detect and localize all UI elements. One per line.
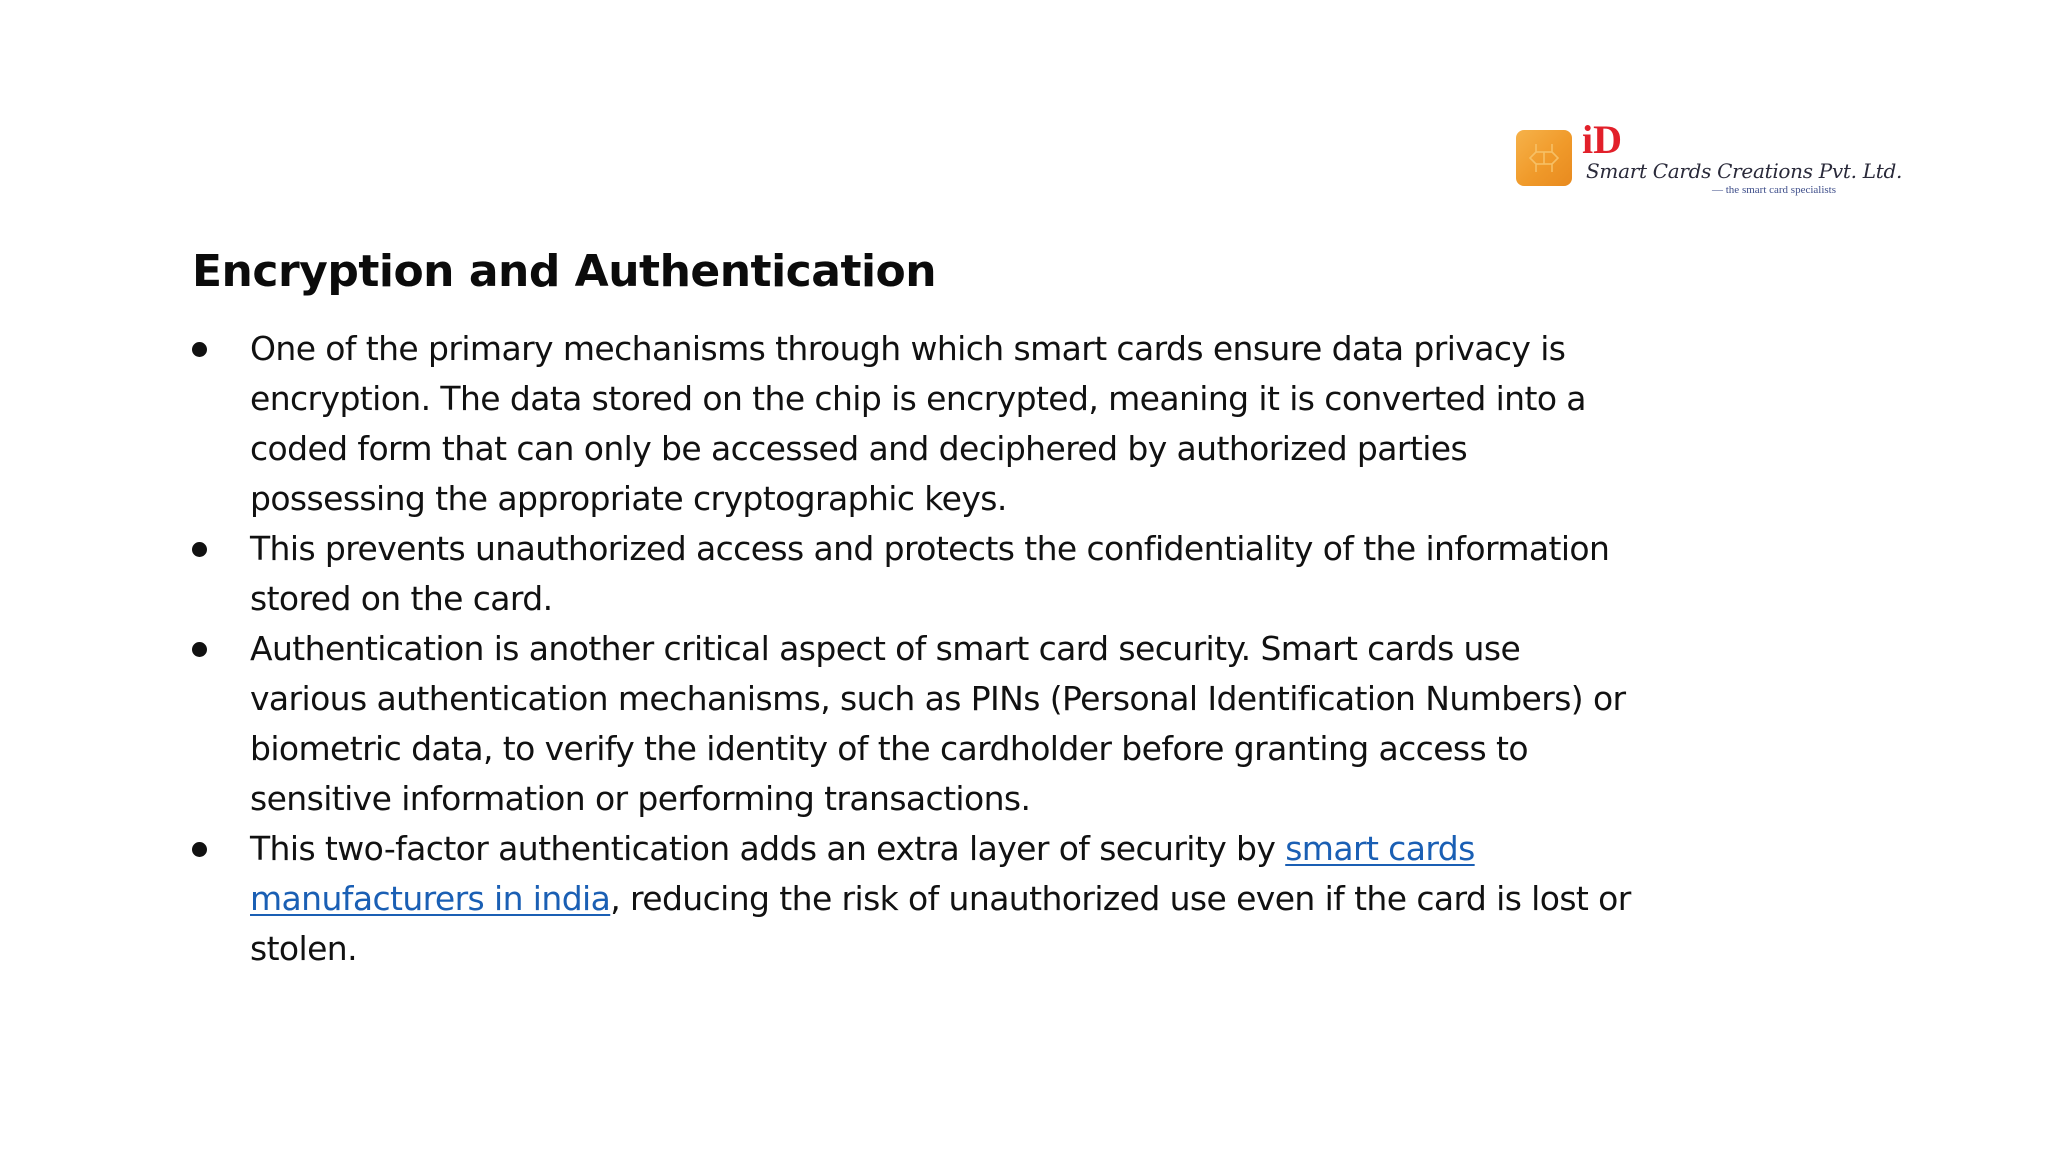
bullet-text-after: , reducing the risk of unauthorized use even if the card is lost or stolen. bbox=[250, 879, 1631, 968]
company-tagline: — the smart card specialists bbox=[1712, 184, 1837, 196]
smart-cards-manufacturers-link[interactable]: smart cards manufacturers in india bbox=[250, 829, 1475, 918]
bullet-icon bbox=[192, 542, 207, 557]
company-name: Smart Cards Creations Pvt. Ltd. bbox=[1586, 159, 1903, 183]
logo-mark: iD bbox=[1582, 117, 1622, 162]
page-title: Encryption and Authentication bbox=[192, 246, 937, 297]
bullet-text-before: This two-factor authentication adds an extra layer of security by bbox=[250, 829, 1286, 868]
bullet-text: Authentication is another critical aspect of smart card security. Smart cards use various authentication mechanisms, such as PINs (Personal Identification Numbers) or biometric data, to verify the identity of the cardholder before granting access to sensitive information or performing transactions. bbox=[250, 629, 1626, 818]
bullet-icon bbox=[192, 642, 207, 657]
bullet-text: One of the primary mechanisms through which smart cards ensure data privacy is encryption. The data stored on the chip is encrypted, meaning it is converted into a coded form that can only be accessed and deciphered by authorized parties possessing the appropriate cryptographic keys. bbox=[250, 329, 1586, 518]
bullet-text: This prevents unauthorized access and protects the confidentiality of the information stored on the card. bbox=[250, 529, 1610, 618]
bullet-icon bbox=[192, 342, 207, 357]
list-item bbox=[192, 524, 1642, 624]
smart-chip-icon bbox=[1516, 130, 1572, 186]
list-item bbox=[192, 324, 1642, 524]
bullet-list bbox=[192, 324, 1642, 974]
company-logo bbox=[1516, 117, 1903, 206]
list-item bbox=[192, 824, 1642, 974]
bullet-icon bbox=[192, 842, 207, 857]
list-item bbox=[192, 624, 1642, 824]
